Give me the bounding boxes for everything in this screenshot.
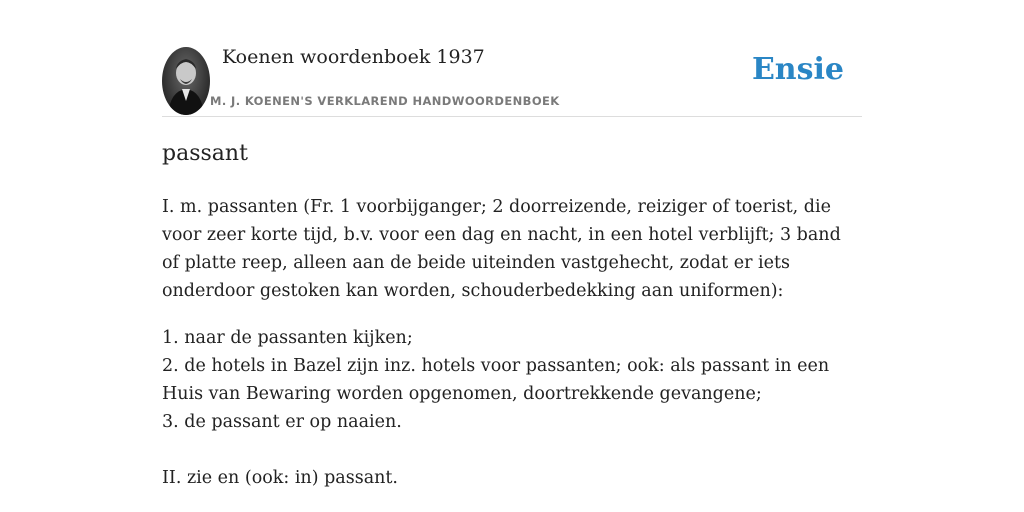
definition: I. m. passanten (Fr. 1 voorbijganger; 2 doorreizende, reiziger of toerist, die voor zeer korte tijd, b.v. voor een dag en nacht, in een hotel verblijft; 3 band of platte reep, alleen aan de beide uiteinden vastgehecht, zodat er iets onderdoor gestoken kan worden, schouderbedekking aan uniformen): xyxy=(162,197,841,301)
second-definition: II. zie en (ook: in) passant. xyxy=(162,468,398,488)
example-item: 2. de hotels in Bazel zijn inz. hotels voor passanten; ook: als passant in een Huis van Bewaring worden opgenomen, doortrekkende gevangene; xyxy=(162,356,830,404)
brand-logo[interactable]: Ensie xyxy=(751,52,844,87)
site-subtitle: M. J. KOENEN'S VERKLAREND HANDWOORDENBOEK xyxy=(210,94,560,108)
example-item: 3. de passant er op naaien. xyxy=(162,412,402,432)
dictionary-entry xyxy=(162,138,862,492)
example-item: 1. naar de passanten kijken; xyxy=(162,328,413,348)
site-title[interactable]: Koenen woordenboek 1937 xyxy=(222,46,485,68)
example-list xyxy=(162,324,862,436)
headword: passant xyxy=(162,141,248,166)
site-header xyxy=(162,44,862,117)
portrait-icon xyxy=(162,47,210,115)
